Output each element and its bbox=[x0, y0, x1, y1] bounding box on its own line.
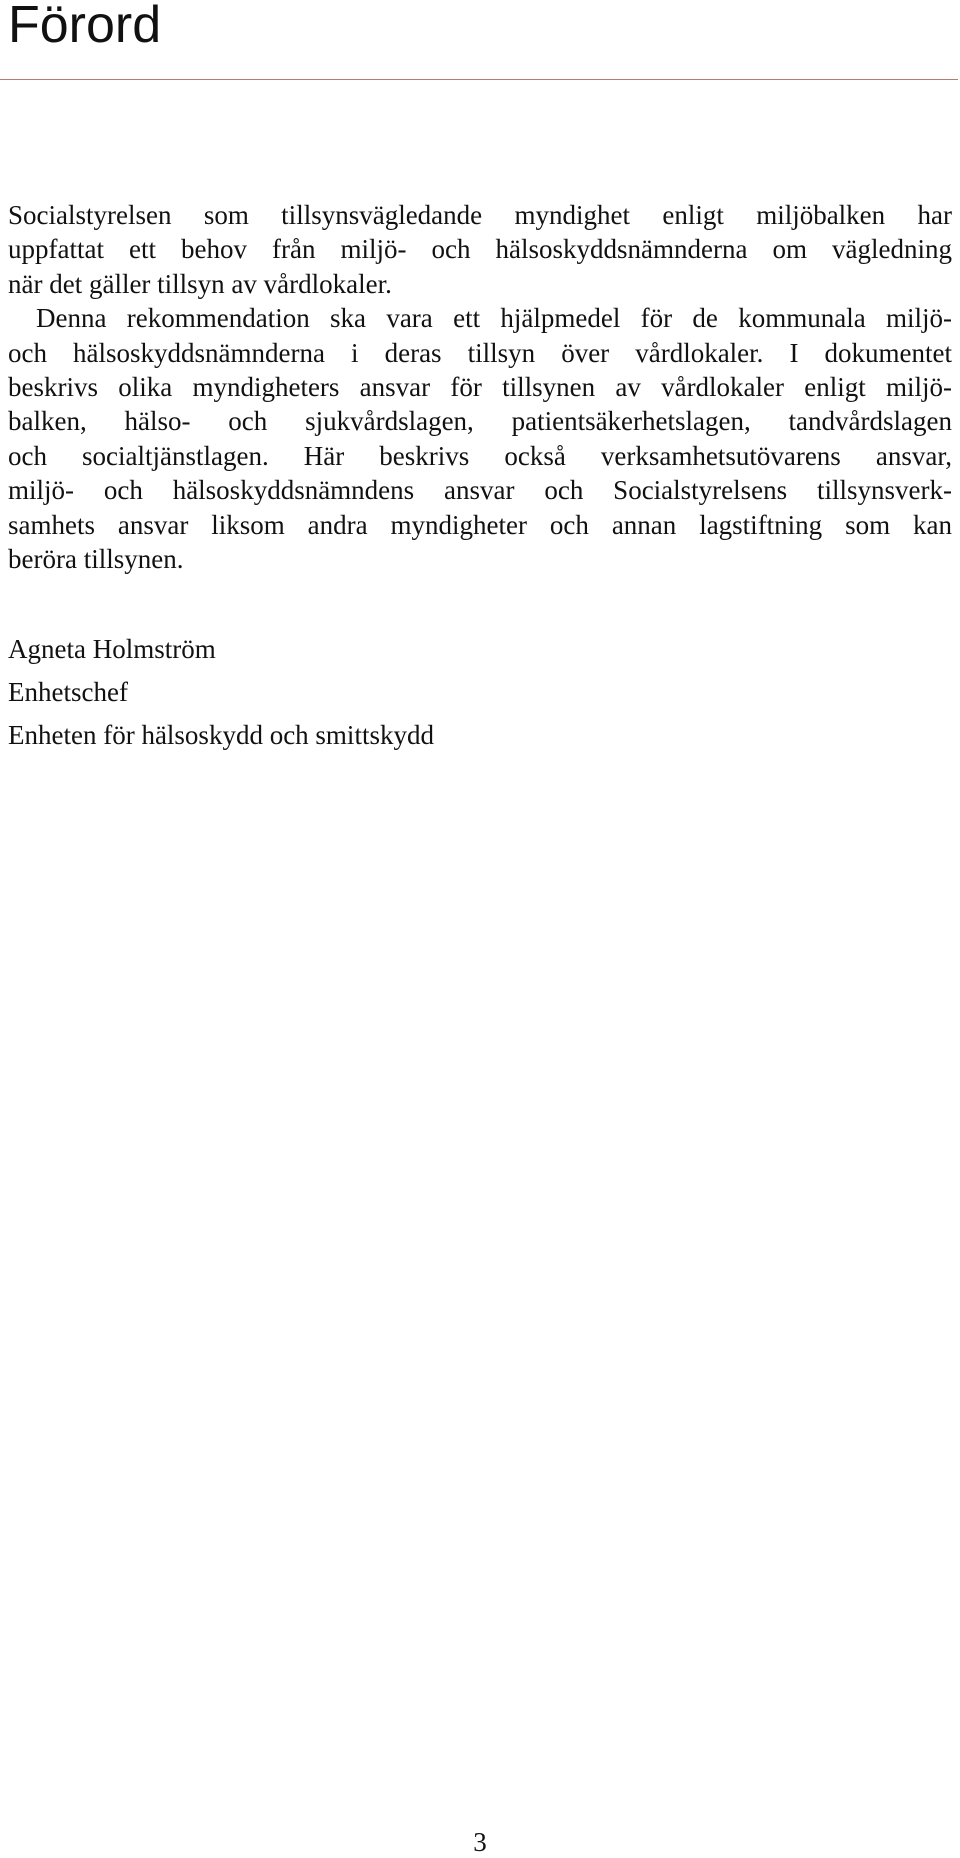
paragraph-2-line: och hälsoskyddsnämnderna i deras tillsyn över vårdlokaler. I dokumentet bbox=[8, 337, 952, 368]
body-text bbox=[8, 198, 952, 576]
paragraph-2-line: och socialtjänstlagen. Här beskrivs också verksamhetsutövarens ansvar, bbox=[8, 440, 952, 471]
paragraph-2-line: balken, hälso- och sjukvårdslagen, patientsäkerhetslagen, tandvårdslagen bbox=[8, 406, 952, 437]
page-title: Förord bbox=[8, 0, 162, 54]
title-divider bbox=[0, 79, 958, 80]
signatory-role: Enhetschef bbox=[8, 677, 128, 707]
paragraph-2-line: miljö- och hälsoskyddsnämndens ansvar och Socialstyrelsens tillsynsverk- bbox=[8, 475, 952, 506]
paragraph-2-line: beskrivs olika myndigheters ansvar för tillsynen av vårdlokaler enligt miljö- bbox=[8, 372, 952, 403]
signatory-name: Agneta Holmström bbox=[8, 634, 216, 664]
paragraph-2-line: Denna rekommendation ska vara ett hjälpmedel för de kommunala miljö- bbox=[36, 303, 952, 334]
signature-block bbox=[8, 628, 434, 757]
page-number: 3 bbox=[473, 1827, 487, 1857]
signatory-unit: Enheten för hälsoskydd och smittskydd bbox=[8, 720, 434, 750]
paragraph-2-line: samhets ansvar liksom andra myndigheter och annan lagstiftning som kan bbox=[8, 509, 952, 540]
paragraph-1-line: Socialstyrelsen som tillsynsvägledande myndighet enligt miljöbalken har bbox=[8, 200, 952, 230]
paragraph-1-line: när det gäller tillsyn av vårdlokaler. bbox=[8, 268, 392, 299]
paragraph-1-line: uppfattat ett behov från miljö- och hälsoskyddsnämnderna om vägledning bbox=[8, 234, 952, 265]
paragraph-2-line: beröra tillsynen. bbox=[8, 544, 184, 575]
